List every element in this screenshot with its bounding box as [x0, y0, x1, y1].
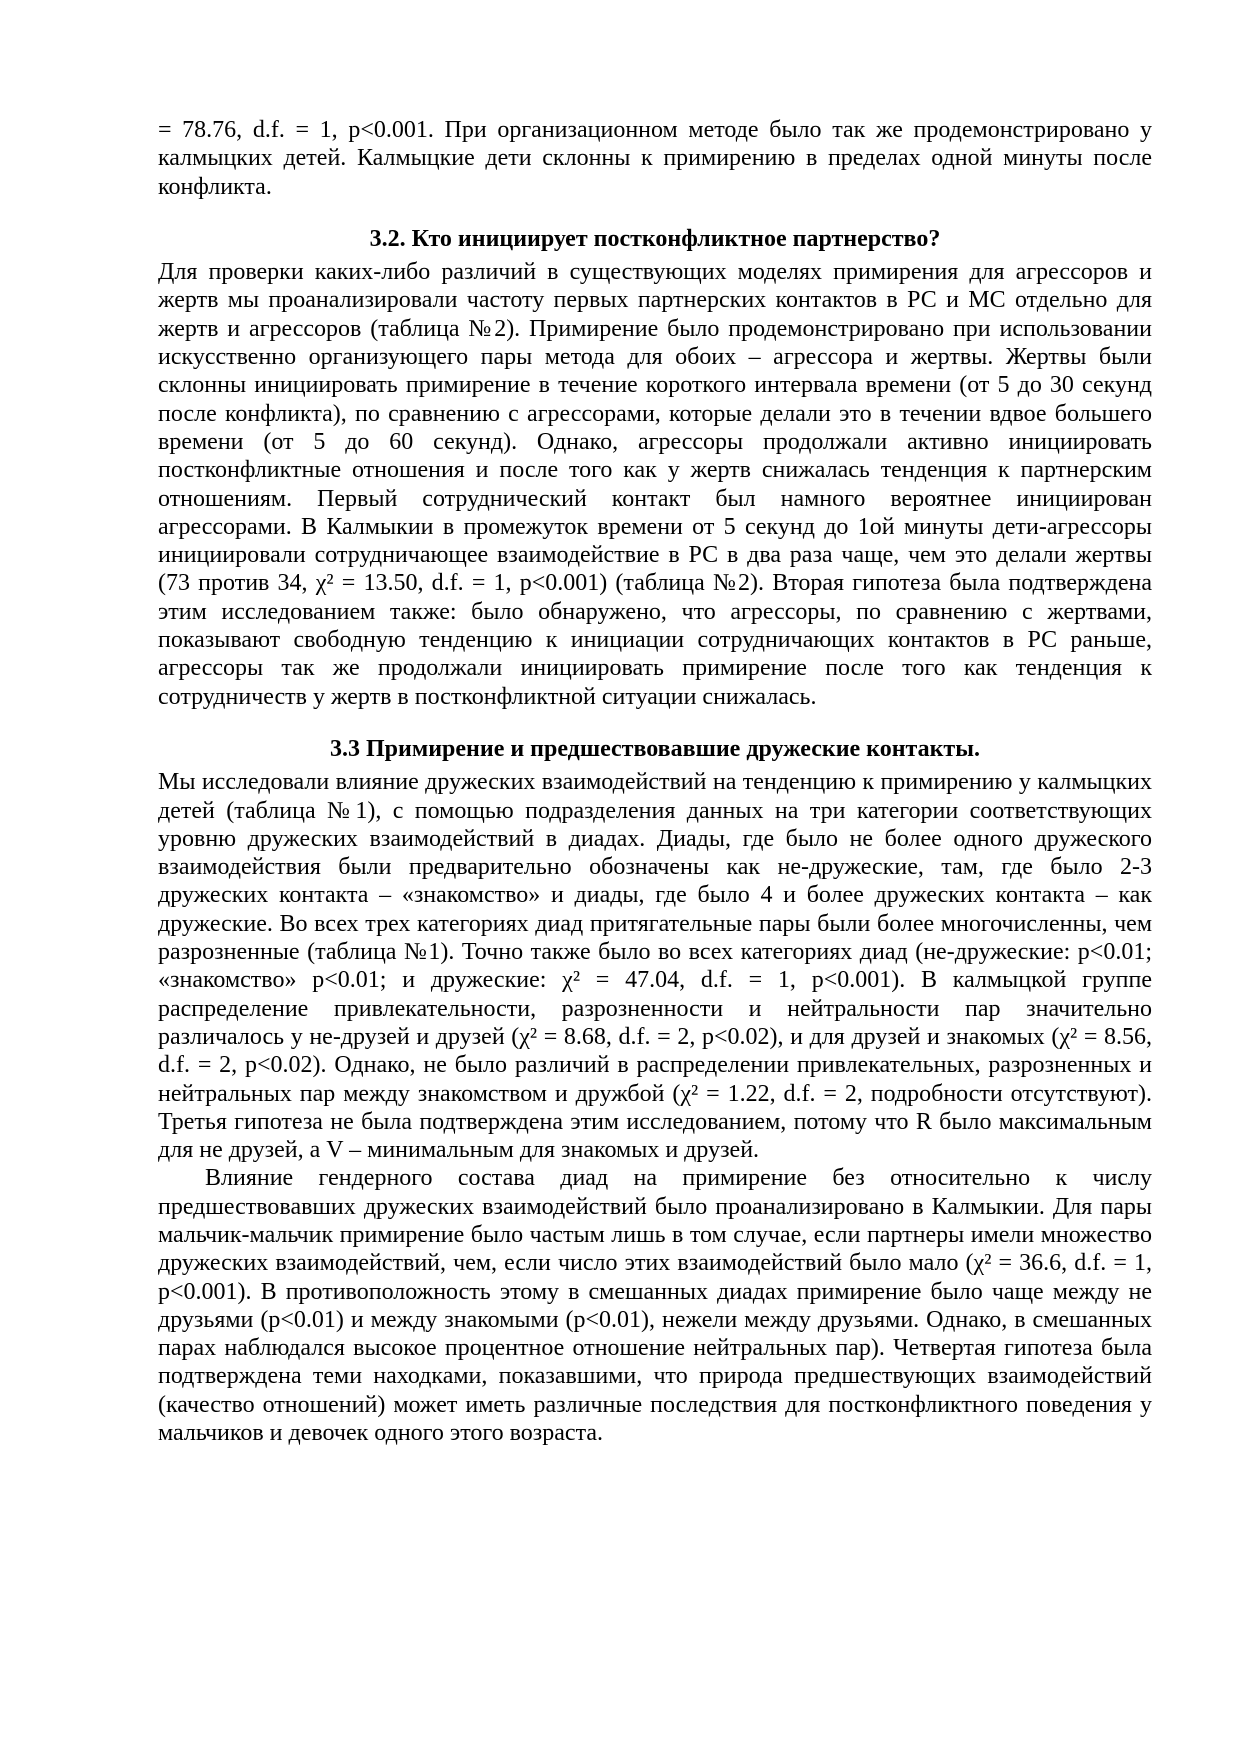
intro-paragraph: = 78.76, d.f. = 1, p<0.001. При организационном методе было так же продемонстрировано у калмыцких детей. Калмыцкие дети склонны к примирению в пределах одной минуты после конфликта. — [158, 117, 1152, 200]
section-3-3-body: Мы исследовали влияние дружеских взаимодействий на тенденцию к примирению у калмыцких детей (таблица №1), с помощью подразделения данных на три категории соответствующих уровню дружеских взаимодействий в диадах. Диады, где было не более одного дружеского взаимодействия были предварительно обозначены как не-дружеские, там, где было 2-3 дружеских контакта – «знакомство» и диады, где было 4 и более дружеских контакта – как дружеские. Во всех трех категориях диад притягательные пары были более многочисленны, чем разрозненные (таблица №1). Точно также было во всех категориях диад (не-дружеские: p<0.01; «знакомство» p<0.01; и дружеские: χ² = 47.04, d.f. = 1, p<0.001). В калмыцкой группе распределение привлекательности, разрозненности и нейтральности пар значительно различалось у не-друзей и друзей (χ² = 8.68, d.f. = 2, p<0.02), и для друзей и знакомых (χ² = 8.56, d.f. = 2, p<0.02). Однако, не было различий в распределении привлекательных, разрозненных и нейтральных пар между знакомством и дружбой (χ² = 1.22, d.f. = 2, подробности отсутствуют). Третья гипотеза не была подтверждена этим исследованием, потому что R было максимальным для не друзей, а V – минимальным для знакомых и друзей. — [158, 769, 1152, 1164]
section-3-2-heading: 3.2. Кто инициирует постконфликтное партнерство? — [369, 225, 941, 252]
section-3-2-body: Для проверки каких-либо различий в существующих моделях примирения для агрессоров и жертв мы проанализировали частоту первых партнерских контактов в РС и МС отдельно для жертв и агрессоров (таблица №2). Примирение было продемонстрировано при использовании искусственно организующего пары метода для обоих – агрессора и жертвы. Жертвы были склонны инициировать примирение в течение короткого интервала времени (от 5 до 30 секунд после конфликта), по сравнению с агрессорами, которые делали это в течении вдвое большего времени (от 5 до 60 секунд). Однако, агрессоры продолжали активно инициировать постконфликтные отношения и после того как у жертв снижалась тенденция к партнерским отношениям. Первый сотруднический контакт был намного вероятнее инициирован агрессорами. В Калмыкии в промежуток времени от 5 секунд до 1ой минуты дети-агрессоры инициировали сотрудничающее взаимодействие в РС в два раза чаще, чем это делали жертвы (73 против 34, χ² = 13.50, d.f. = 1, p<0.001) (таблица №2). Вторая гипотеза была подтверждена этим исследованием также: было обнаружено, что агрессоры, по сравнению с жертвами, показывают свободную тенденцию к инициации сотрудничающих контактов в РС раньше, агрессоры так же продолжали инициировать примирение после того как тенденция к сотрудничеств у жертв в постконфликтной ситуации снижалась. — [158, 259, 1152, 710]
section-3-3-heading: 3.3 Примирение и предшествовавшие дружеские контакты. — [330, 735, 980, 762]
gender-composition-paragraph: Влияние гендерного состава диад на примирение без относительно к числу предшествовавших дружеских взаимодействий было проанализировано в Калмыкии. Для пары мальчик-мальчик примирение было частым лишь в том случае, если партнеры имели множество дружеских взаимодействий, чем, если число этих взаимодействий было мало (χ² = 36.6, d.f. = 1, p<0.001). В противоположность этому в смешанных диадах примирение было чаще между не друзьями (p<0.01) и между знакомыми (p<0.01), нежели между друзьями. Однако, в смешанных парах наблюдался высокое процентное отношение нейтральных пар). Четвертая гипотеза была подтверждена теми находками, показавшими, что природа предшествующих взаимодействий (качество отношений) может иметь различные последствия для постконфликтного поведения у мальчиков и девочек одного этого возраста. — [158, 1165, 1152, 1447]
